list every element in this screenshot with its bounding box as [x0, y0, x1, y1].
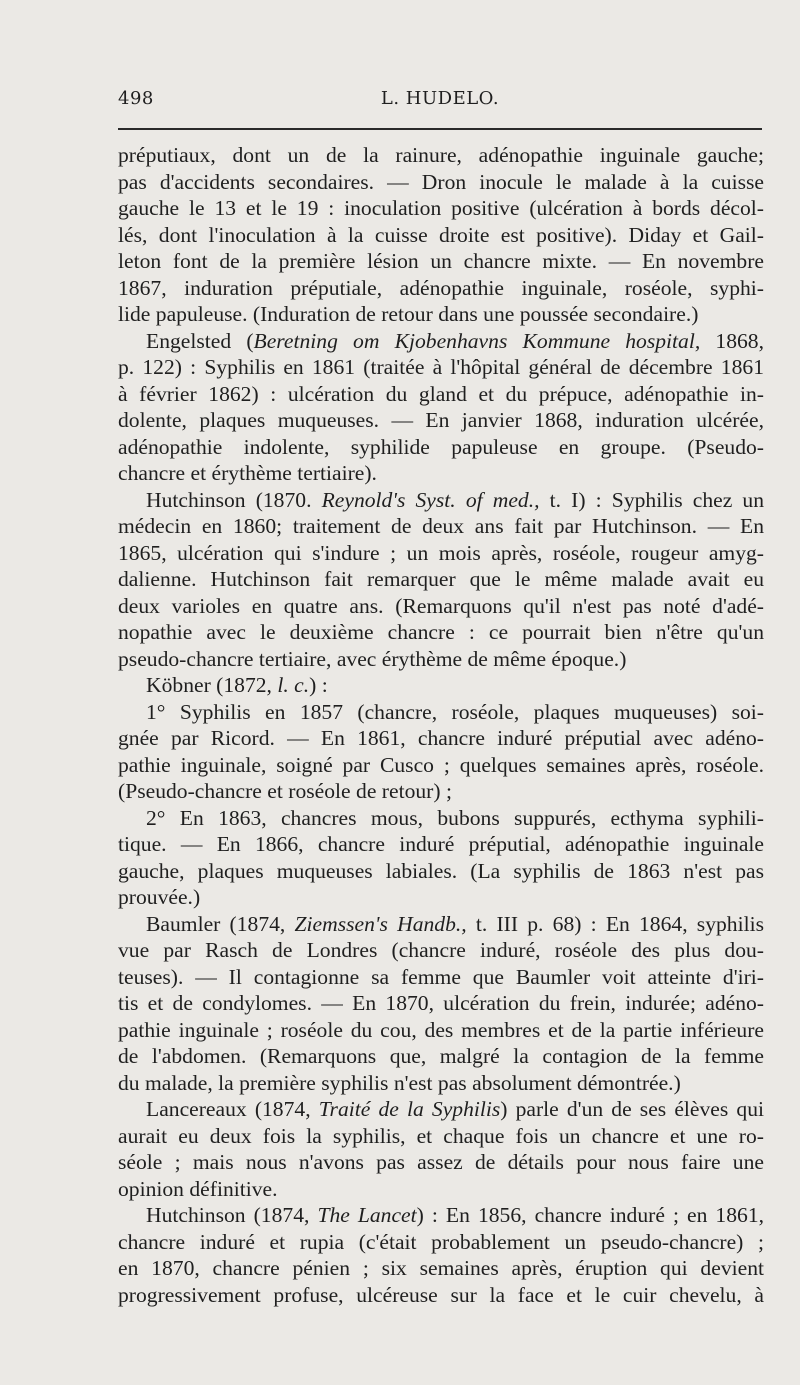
text-line [118, 328, 764, 355]
text-run: ) parle d'un de ses élèves qui [500, 1097, 764, 1121]
text-line: lés, dont l'inoculation à la cuisse droite est positive). Diday et Gail- [118, 222, 764, 247]
page-header [118, 88, 762, 116]
text-line: chancre induré et rupia (c'était probablement un pseudo-chancre) ; [118, 1229, 764, 1254]
text-line: séole ; mais nous n'avons pas assez de détails pour nous faire une [118, 1150, 764, 1174]
italic-citation: The Lancet [317, 1203, 417, 1227]
text-line: en 1870, chancre pénien ; six semaines après, éruption qui devient [118, 1256, 764, 1280]
text-line: 1865, ulcération qui s'indure ; un mois après, roséole, rougeur amyg- [118, 540, 764, 565]
text-line: médecin en 1860; traitement de deux ans fait par Hutchinson. — En [118, 514, 764, 538]
text-line [118, 672, 764, 699]
text-line: 1867, induration préputiale, adénopathie inguinale, roséole, syphi- [118, 275, 764, 300]
running-head: L. HUDELO. [380, 88, 500, 109]
text-line: lide papuleuse. (Induration de retour dans une poussée secondaire.) [118, 302, 699, 326]
text-run: Hutchinson (1870. [146, 487, 322, 512]
text-run: Hutchinson (1874, [146, 1203, 318, 1227]
text-line [118, 1202, 764, 1229]
text-run: ) : En 1856, chancre induré ; en 1861, [416, 1203, 765, 1227]
header-rule [118, 128, 762, 130]
text-line: vue par Rasch de Londres (chancre induré, roséole des plus dou- [118, 938, 764, 962]
italic-citation: l. c. [277, 673, 310, 697]
italic-citation: Ziemssen's Handb., [294, 911, 467, 936]
text-line: tique. — En 1866, chancre induré préputial, adénopathie inguinale [118, 832, 764, 856]
text-line: prouvée.) [118, 885, 201, 909]
text-line: à février 1862) : ulcération du gland et du prépuce, adénopathie in- [118, 381, 764, 406]
text-line: pas d'accidents secondaires. — Dron inocule le malade à la cuisse [118, 169, 764, 194]
body-text [118, 142, 764, 1308]
italic-citation: Beretning om Kjobenhavns Kommune hospital, [253, 328, 701, 353]
text-line: gnée par Ricord. — En 1861, chancre induré préputial avec adéno- [118, 726, 764, 750]
text-line: chancre et érythème tertiaire). [118, 461, 377, 485]
text-line: de l'abdomen. (Remarquons que, malgré la contagion de la femme [118, 1044, 764, 1068]
text-run: Köbner (1872, [146, 673, 278, 697]
text-line: du malade, la première syphilis n'est pas absolument démontrée.) [118, 1070, 681, 1095]
text-run: ) : [309, 673, 328, 697]
text-line: gauche le 13 et le 19 : inoculation positive (ulcération à bords décol- [118, 196, 764, 220]
text-line: pathie inguinale ; roséole du cou, des membres et de la partie inférieure [118, 1017, 764, 1042]
page-number: 498 [118, 88, 154, 109]
text-run: Baumler (1874, [146, 911, 295, 936]
text-line [118, 1096, 764, 1123]
text-line: deux varioles en quatre ans. (Remarquons qu'il n'est pas noté d'adé- [118, 593, 764, 618]
text-line: teuses). — Il contagionne sa femme que Baumler voit atteinte d'iri- [118, 964, 764, 989]
text-line [118, 487, 764, 514]
text-line: 2° En 1863, chancres mous, bubons suppurés, ecthyma syphili- [146, 805, 764, 830]
text-line: aurait eu deux fois la syphilis, et chaque fois un chancre et une ro- [118, 1123, 764, 1148]
text-line [118, 911, 764, 938]
text-run: t. III p. 68) : En 1864, syphilis [466, 911, 764, 936]
text-line: p. 122) : Syphilis en 1861 (traitée à l'hôpital général de décembre 1861 [118, 355, 764, 379]
text-line: leton font de la première lésion un chancre mixte. — En novembre [118, 249, 764, 273]
text-run: t. I) : Syphilis chez un [539, 487, 765, 512]
text-run: 1868, [700, 328, 764, 353]
text-line: nopathie avec le deuxième chancre : ce pourrait bien n'être qu'un [118, 620, 764, 644]
text-line: dolente, plaques muqueuses. — En janvier 1868, induration ulcérée, [118, 408, 764, 432]
text-line: préputiaux, dont un de la rainure, adénopathie inguinale gauche; [118, 143, 764, 167]
text-line: adénopathie indolente, syphilide papuleuse en groupe. (Pseudo- [118, 434, 764, 459]
text-run: Engelsted ( [146, 328, 254, 353]
text-line: dalienne. Hutchinson fait remarquer que le même malade avait eu [118, 567, 764, 591]
text-run: Lancereaux (1874, [146, 1097, 319, 1121]
italic-citation: Traité de la Syphilis [318, 1097, 501, 1121]
text-line: opinion définitive. [118, 1176, 278, 1201]
text-line: pseudo-chancre tertiaire, avec érythème de même époque.) [118, 646, 627, 671]
text-line: (Pseudo-chancre et roséole de retour) ; [118, 779, 452, 803]
text-line: gauche, plaques muqueuses labiales. (La syphilis de 1863 n'est pas [118, 858, 764, 883]
text-line: 1° Syphilis en 1857 (chancre, roséole, plaques muqueuses) soi- [146, 699, 764, 724]
italic-citation: Reynold's Syst. of med., [321, 487, 540, 512]
text-line: progressivement profuse, ulcéreuse sur la face et le cuir chevelu, à [118, 1282, 764, 1307]
text-line: pathie inguinale, soigné par Cusco ; quelques semaines après, roséole. [118, 752, 764, 777]
text-line: tis et de condylomes. — En 1870, ulcération du frein, indurée; adéno- [118, 991, 764, 1015]
